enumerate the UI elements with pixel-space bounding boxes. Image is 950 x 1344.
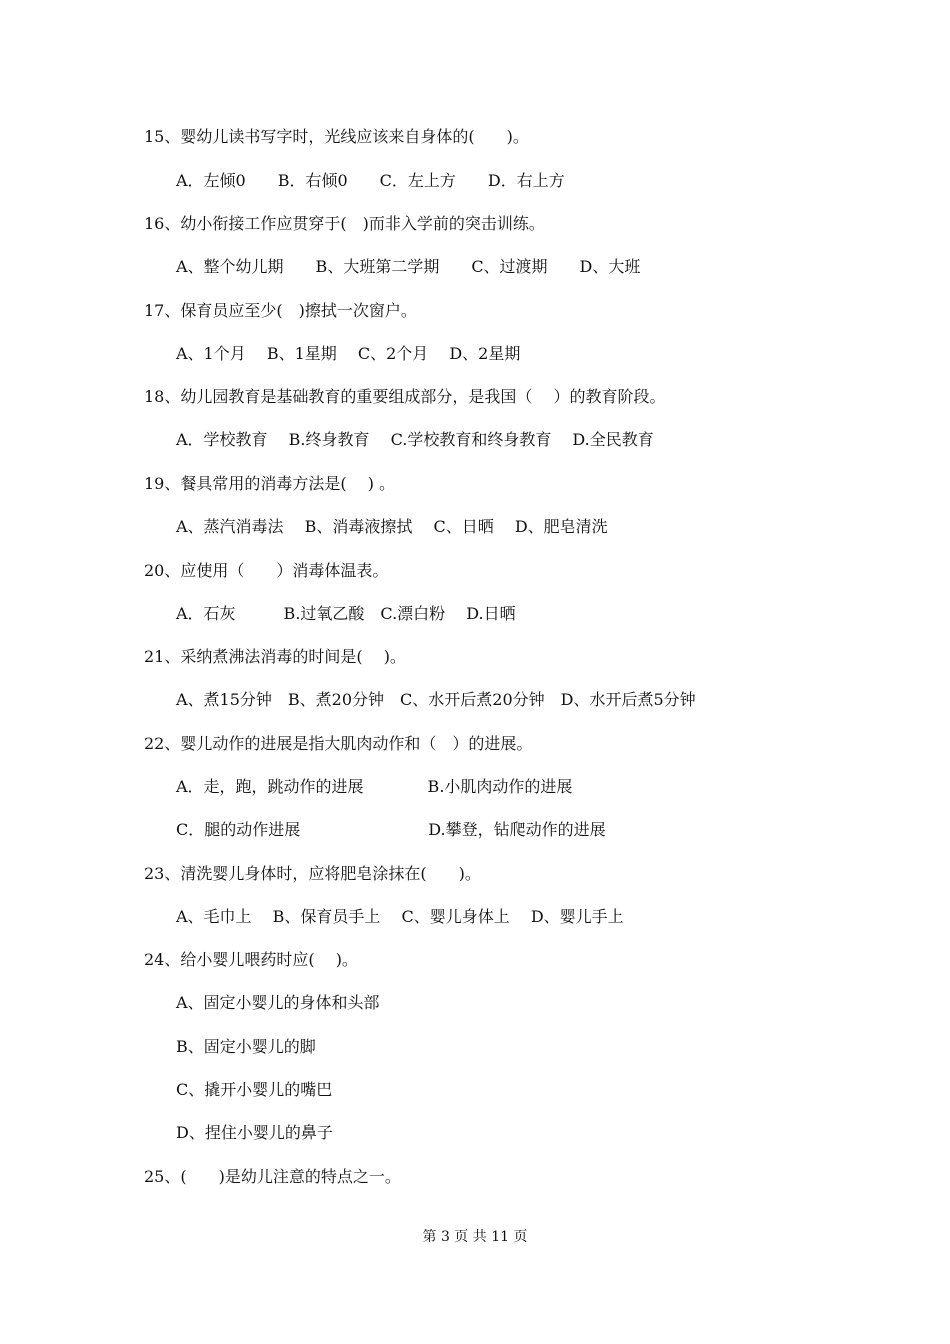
question-16: 16、幼小衔接工作应贯穿于( )而非入学前的突击训练。: [144, 214, 545, 233]
question-24-option-b: B、固定小婴儿的脚: [176, 1037, 316, 1056]
page-footer: 第 3 页 共 11 页: [422, 1229, 528, 1245]
question-23: 23、清洗婴儿身体时，应将肥皂涂抹在( )。: [144, 864, 481, 883]
question-21-options: A、煮15分钟 B、煮20分钟 C、水开后煮20分钟 D、水开后煮5分钟: [176, 690, 696, 709]
question-24: 24、给小婴儿喂药时应( )。: [144, 950, 358, 969]
question-20: 20、应使用（ ）消毒体温表。: [144, 561, 389, 580]
question-19: 19、餐具常用的消毒方法是( ) 。: [144, 474, 396, 493]
question-22: 22、婴儿动作的进展是指大肌肉动作和（ ）的进展。: [144, 734, 533, 753]
question-24-option-c: C、撬开小婴儿的嘴巴: [176, 1080, 333, 1099]
question-18: 18、幼儿园教育是基础教育的重要组成部分，是我国（ ）的教育阶段。: [144, 387, 666, 406]
question-24-option-a: A、固定小婴儿的身体和头部: [176, 993, 380, 1012]
question-22-options-cd: C．腿的动作进展 D.攀登，钻爬动作的进展: [176, 820, 606, 839]
question-15-options: A．左倾0 B．右倾0 C．左上方 D．右上方: [176, 171, 565, 190]
question-25: 25、( )是幼儿注意的特点之一。: [144, 1167, 401, 1186]
question-18-options: A．学校教育 B.终身教育 C.学校教育和终身教育 D.全民教育: [176, 430, 654, 449]
question-17: 17、保育员应至少( )擦拭一次窗户。: [144, 301, 417, 320]
question-21: 21、采纳煮沸法消毒的时间是( )。: [144, 647, 406, 666]
question-24-option-d: D、捏住小婴儿的鼻子: [176, 1123, 333, 1142]
question-22-options-ab: A．走，跑，跳动作的进展 B.小肌肉动作的进展: [176, 777, 573, 796]
question-15: 15、婴幼儿读书写字时，光线应该来自身体的( )。: [144, 127, 529, 146]
question-20-options: A．石灰 B.过氧乙酸 C.漂白粉 D.日晒: [176, 604, 516, 623]
question-23-options: A、毛巾上 B、保育员手上 C、婴儿身体上 D、婴儿手上: [176, 907, 624, 926]
question-16-options: A、整个幼儿期 B、大班第二学期 C、过渡期 D、大班: [176, 257, 641, 276]
question-19-options: A、蒸汽消毒法 B、消毒液擦拭 C、日晒 D、肥皂清洗: [176, 517, 608, 536]
question-17-options: A、1个月 B、1星期 C、2个月 D、2星期: [176, 344, 521, 363]
